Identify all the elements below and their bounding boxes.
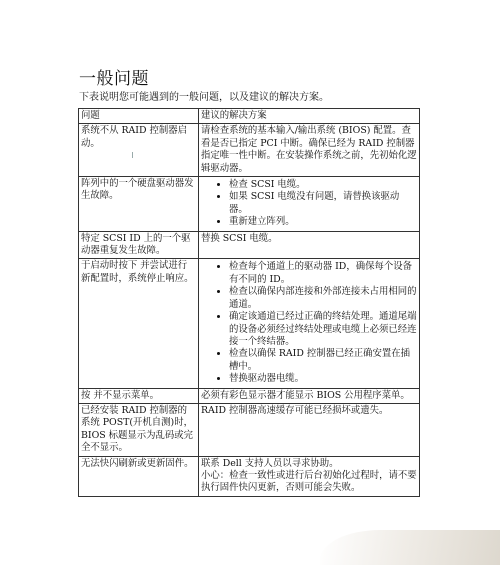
table-row [79, 456, 420, 496]
problem-cell: 已经安装 RAID 控制器的系统 POST(开机自测)时，BIOS 标题显示为乱码或完全不显示。 [79, 403, 199, 456]
solution-bullet: • 检查每个通道上的驱动器 ID，确保每个设备有不同的 ID。 [229, 261, 417, 286]
solution-cell [199, 259, 420, 388]
solution-cell [199, 231, 420, 259]
page-title: 一般问题 [79, 69, 149, 89]
problem-cell: 无法快闪刷新或更新固件。 [79, 456, 199, 496]
header-problem: 问题 [79, 109, 199, 124]
problem-cell: 特定 SCSI ID 上的一个驱动器重复发生故障。 [79, 231, 199, 259]
decorative-swoosh [320, 530, 500, 565]
table-row [79, 259, 420, 388]
table-row [79, 177, 420, 232]
table-row [79, 388, 420, 403]
problem-cell: 于启动时按下 并尝试进行新配置时，系统停止响应。 [79, 259, 199, 388]
solution-bullet: • 检查以确保内部连接和外部连接未占用相同的通道。 [229, 286, 417, 311]
table-header-row [79, 109, 420, 124]
problem-cell: 阵列中的一个硬盘驱动器发生故障。 [79, 177, 199, 232]
solution-cell [199, 403, 420, 456]
scan-mark [132, 152, 133, 158]
solution-text: 小心：检查一致性或进行后台初始化过程时，请不要执行固件快闪更新，否则可能会失败。 [201, 469, 417, 494]
solution-text: RAID 控制器高速缓存可能已经损坏或遗失。 [201, 404, 389, 416]
header-solution: 建议的解决方案 [199, 109, 420, 124]
solution-bullet-list [201, 179, 417, 229]
solution-bullet: • 检查以确保 RAID 控制器已经正确安置在插槽中。 [229, 348, 417, 373]
solution-cell [199, 456, 420, 496]
solution-cell [199, 388, 420, 403]
solution-bullet: • 确定该通道已经过正确的终结处理。通道尾端的设备必须经过终结处理或电缆上必须已经连接一个终结器。 [229, 311, 417, 348]
intro-text: 下表说明您可能遇到的一般问题，以及建议的解决方案。 [79, 92, 329, 103]
problem-cell: 系统不从 RAID 控制器启动。 [79, 124, 199, 177]
solution-text: 联系 Dell 支持人员以寻求协助。 [201, 457, 339, 469]
table-row [79, 231, 420, 259]
solution-bullet: • 如果 SCSI 电缆没有问题，请替换该驱动器。 [229, 191, 417, 216]
solution-text: 替换 SCSI 电缆。 [201, 232, 278, 244]
solution-cell [199, 177, 420, 232]
problem-cell: 按 并不显示菜单。 [79, 388, 199, 403]
solution-cell [199, 124, 420, 177]
solution-text: 请检查系统的基本输入/输出系统 (BIOS) 配置。查看是否已指定 PCI 中断。确保已经为 RAID 控制器指定唯一性中断。在安装操作系统之前，先初始化逻辑驱动器。 [201, 125, 417, 174]
table-row [79, 403, 420, 456]
solution-text: 必须有彩色显示器才能显示 BIOS 公用程序菜单。 [201, 389, 410, 401]
table-row [79, 124, 420, 177]
solution-bullet-list [201, 261, 417, 385]
solution-bullet: • 替换驱动器电缆。 [229, 373, 417, 385]
issues-table [78, 108, 420, 497]
solution-bullet: • 检查 SCSI 电缆。 [229, 179, 417, 191]
solution-bullet: • 重新建立阵列。 [229, 216, 417, 228]
